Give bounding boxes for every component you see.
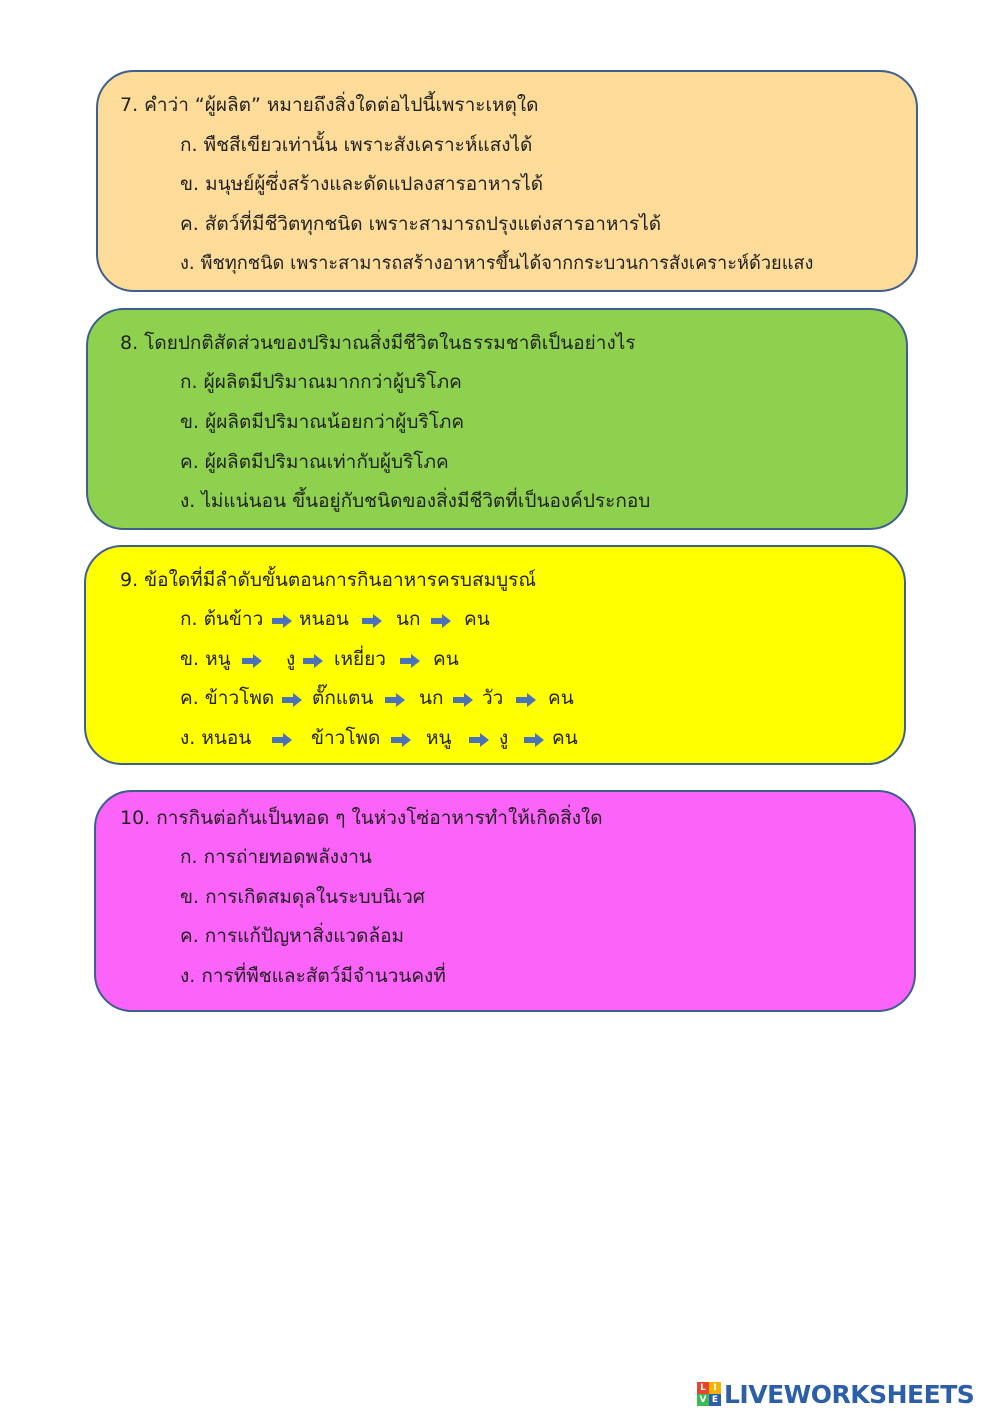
arrow-right-icon	[303, 654, 323, 668]
question-10-option-d[interactable]: ง. การที่พืชและสัตว์มีจำนวนคงที่	[180, 965, 446, 987]
arrow-right-icon	[282, 693, 302, 707]
chain-item: เหยี่ยว	[334, 648, 386, 670]
question-8-option-b[interactable]: ข. ผู้ผลิตมีปริมาณน้อยกว่าผู้บริโภค	[180, 411, 465, 433]
chain-item: งู	[286, 648, 296, 670]
question-8-title: 8. โดยปกติสัดส่วนของปริมาณสิ่งมีชีวิตในธรรมชาติเป็นอย่างไร	[120, 332, 636, 354]
chain-item: นก	[396, 608, 421, 630]
chain-item: งู	[499, 727, 509, 749]
question-7-option-a[interactable]: ก. พืชสีเขียวเท่านั้น เพราะสังเคราะห์แสงได้	[180, 134, 533, 156]
question-8-option-d[interactable]: ง. ไม่แน่นอน ขึ้นอยู่กับชนิดของสิ่งมีชีวิตที่เป็นองค์ประกอบ	[180, 490, 651, 512]
arrow-right-icon	[272, 614, 292, 628]
logo-mark-letter: I	[709, 1382, 721, 1394]
question-8-option-c[interactable]: ค. ผู้ผลิตมีปริมาณเท่ากับผู้บริโภค	[180, 451, 449, 473]
question-10-option-c[interactable]: ค. การแก้ปัญหาสิ่งแวดล้อม	[180, 925, 405, 947]
question-10-option-b[interactable]: ข. การเกิดสมดุลในระบบนิเวศ	[180, 886, 425, 908]
logo-mark-letter: E	[709, 1394, 721, 1406]
question-7-option-b[interactable]: ข. มนุษย์ผู้ซึ่งสร้างและดัดแปลงสารอาหารได้	[180, 173, 544, 195]
chain-item: ค. ข้าวโพด	[180, 687, 275, 709]
arrow-right-icon	[400, 654, 420, 668]
chain-item: หนอน	[299, 608, 349, 630]
chain-item: ก. ต้นข้าว	[180, 608, 264, 630]
liveworksheets-logo	[697, 1381, 974, 1407]
arrow-right-icon	[431, 614, 451, 628]
question-8-option-a[interactable]: ก. ผู้ผลิตมีปริมาณมากกว่าผู้บริโภค	[180, 371, 462, 393]
chain-item: คน	[552, 727, 578, 749]
question-10-option-a[interactable]: ก. การถ่ายทอดพลังงาน	[180, 846, 372, 868]
question-7-option-d[interactable]: ง. พืชทุกชนิด เพราะสามารถสร้างอาหารขึ้นได้จากกระบวนการสังเคราะห์ด้วยแสง	[180, 253, 814, 274]
arrow-right-icon	[385, 693, 405, 707]
question-10-title: 10. การกินต่อกันเป็นทอด ๆ ในห่วงโซ่อาหารทำให้เกิดสิ่งใด	[120, 807, 603, 829]
chain-item: คน	[464, 608, 490, 630]
chain-item: ง. หนอน	[180, 727, 252, 749]
arrow-right-icon	[242, 654, 262, 668]
arrow-right-icon	[272, 733, 292, 747]
arrow-right-icon	[469, 733, 489, 747]
question-7-option-c[interactable]: ค. สัตว์ที่มีชีวิตทุกชนิด เพราะสามารถปรุงแต่งสารอาหารได้	[180, 213, 662, 235]
chain-item: คน	[548, 687, 574, 709]
chain-item: หนู	[426, 727, 452, 749]
chain-item: นก	[419, 687, 444, 709]
arrow-right-icon	[391, 733, 411, 747]
arrow-right-icon	[516, 693, 536, 707]
chain-item: คน	[433, 648, 459, 670]
chain-item: ข. หนู	[180, 648, 231, 670]
logo-mark-letter: L	[697, 1382, 709, 1394]
chain-item: ข้าวโพด	[311, 727, 381, 749]
logo-mark-icon	[697, 1382, 721, 1406]
arrow-right-icon	[453, 693, 473, 707]
arrow-right-icon	[524, 733, 544, 747]
arrow-right-icon	[362, 614, 382, 628]
chain-item: วัว	[482, 687, 504, 709]
logo-mark-letter: V	[697, 1394, 709, 1406]
chain-item: ตั๊กแตน	[312, 687, 374, 709]
question-7-title: 7. คำว่า “ผู้ผลิต” หมายถึงสิ่งใดต่อไปนี้เพราะเหตุใด	[120, 94, 539, 116]
logo-text: LIVEWORKSHEETS	[724, 1379, 975, 1409]
question-9-title: 9. ข้อใดที่มีลำดับขั้นตอนการกินอาหารครบสมบูรณ์	[120, 569, 536, 591]
